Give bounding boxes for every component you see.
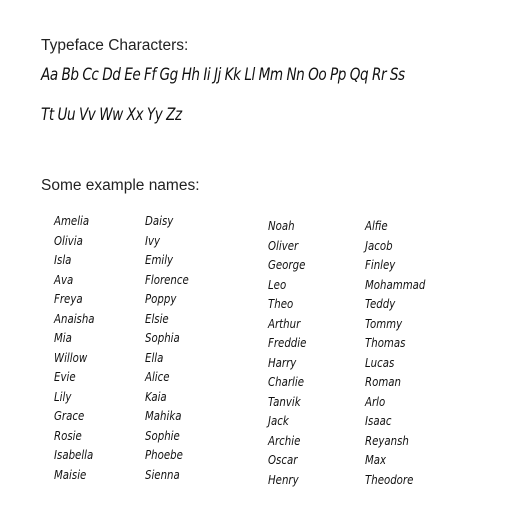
name-item: Emily — [145, 253, 174, 267]
name-item: Amelia — [54, 214, 90, 228]
name-item: Kaia — [145, 389, 167, 404]
name-item: Roman — [365, 375, 401, 389]
alphabet-sample-line-2: Tt Uu Vv Ww Xx Yy Zz — [41, 105, 182, 125]
name-item: Arlo — [365, 394, 386, 409]
name-item: Sophie — [145, 428, 180, 443]
name-item: Henry — [268, 472, 299, 487]
name-item: Daisy — [145, 214, 174, 228]
example-names-heading: Some example names: — [41, 177, 200, 194]
name-item: Isla — [54, 253, 72, 267]
name-item: Rosie — [54, 428, 82, 443]
name-item: Jacob — [365, 238, 393, 253]
name-item: Freddie — [268, 336, 307, 350]
name-item: Arthur — [268, 316, 301, 331]
name-item: Mahika — [145, 409, 182, 423]
alphabet-sample-line-1: Aa Bb Cc Dd Ee Ff Gg Hh Ii Jj Kk Ll Mm Nn Oo Pp Qq Rr Ss — [41, 65, 405, 85]
name-item: Lily — [54, 389, 72, 404]
name-item: Olivia — [54, 233, 83, 248]
name-column-2 — [145, 212, 196, 485]
name-item: George — [268, 258, 306, 272]
name-item: Tommy — [365, 316, 403, 331]
typeface-characters-heading: Typeface Characters: — [41, 37, 189, 54]
name-item: Sophia — [145, 331, 180, 345]
name-item: Reyansh — [365, 433, 409, 448]
name-item: Jack — [268, 414, 289, 428]
name-item: Tanvik — [268, 394, 301, 409]
name-item: Freya — [54, 292, 83, 306]
name-column-3 — [268, 217, 313, 490]
name-item: Alice — [145, 370, 170, 384]
name-item: Elsie — [145, 311, 169, 326]
name-item: Noah — [268, 219, 295, 233]
name-item: Maisie — [54, 467, 87, 482]
name-item: Mia — [54, 331, 72, 345]
name-item: Alfie — [365, 219, 388, 233]
name-item: Charlie — [268, 375, 304, 389]
name-item: Leo — [268, 277, 287, 292]
name-item: Lucas — [365, 355, 395, 370]
name-item: Anaisha — [54, 311, 95, 326]
name-item: Grace — [54, 409, 85, 423]
name-item: Ivy — [145, 233, 161, 248]
name-item: Teddy — [365, 297, 396, 311]
name-item: Phoebe — [145, 448, 183, 462]
name-item: Willow — [54, 350, 88, 365]
name-column-4 — [365, 217, 436, 490]
name-column-1 — [54, 212, 102, 485]
name-item: Ella — [145, 350, 164, 365]
name-item: Theodore — [365, 472, 414, 487]
name-item: Florence — [145, 272, 189, 287]
name-item: Finley — [365, 258, 396, 272]
name-item: Thomas — [365, 336, 406, 350]
name-item: Oliver — [268, 238, 299, 253]
name-item: Ava — [54, 272, 74, 287]
name-item: Oscar — [268, 453, 298, 467]
name-item: Harry — [268, 355, 297, 370]
name-item: Mohammad — [365, 277, 426, 292]
name-item: Max — [365, 453, 387, 467]
name-item: Sienna — [145, 467, 180, 482]
name-item: Isabella — [54, 448, 94, 462]
name-item: Archie — [268, 433, 301, 448]
name-item: Theo — [268, 297, 294, 311]
name-item: Evie — [54, 370, 76, 384]
name-item: Isaac — [365, 414, 392, 428]
name-item: Poppy — [145, 292, 177, 306]
